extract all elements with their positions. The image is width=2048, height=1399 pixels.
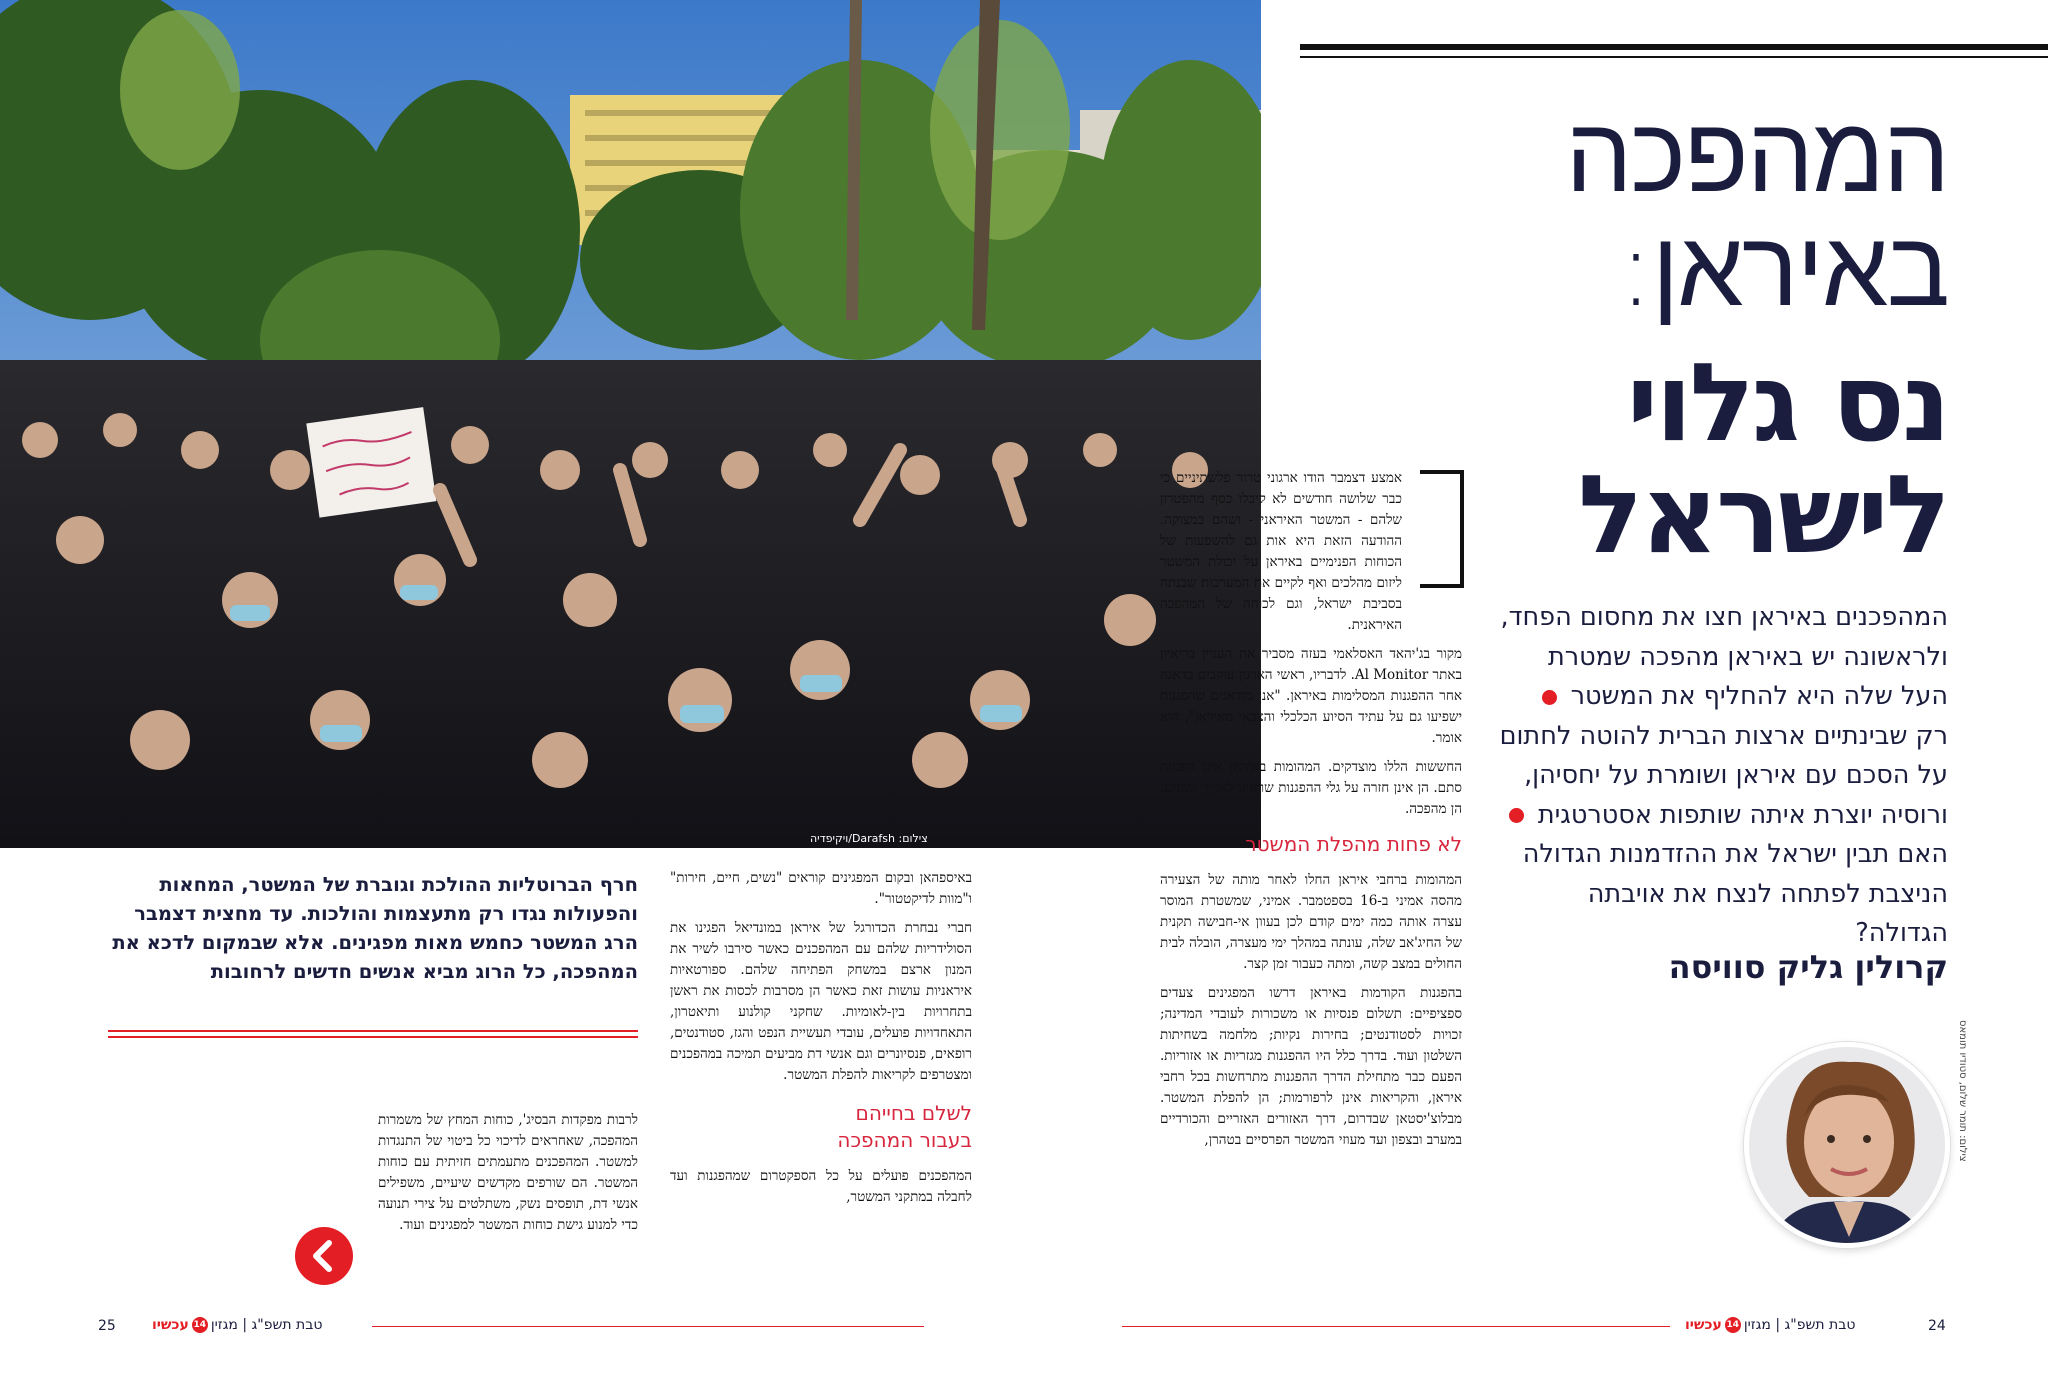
lede-part-3: האם תבין ישראל את ההזדמנות הגדולה הניצבת לפתחה לנצח את אויבתה הגדולה? xyxy=(1522,839,1948,948)
headline-line-4: לישראל xyxy=(1577,453,1948,578)
headline-bold xyxy=(1577,341,1948,578)
page-number-left: 25 xyxy=(98,1318,116,1334)
footer-rule xyxy=(1122,1326,1670,1327)
article-column-left xyxy=(378,1110,638,1236)
footer-magazine: מגזין xyxy=(210,1317,238,1333)
lede-part-1: המהפכנים באיראן חצו את מחסום הפחד, ולראשונה יש באיראן מהפכה שמטרת העל שלה היא להחליף את המשטר xyxy=(1500,602,1948,711)
bullet-dot-icon xyxy=(1509,808,1524,823)
paragraph: המהפכנים פועלים על כל הספקטרום שמהפגנות ועד לחבלה במתקני המשטר, xyxy=(670,1168,972,1205)
footer-rule xyxy=(372,1326,924,1327)
photo-credit: צילום: Darafsh/ויקיפדיה xyxy=(810,832,928,845)
paragraph: המהומות ברחבי איראן החלו לאחר מותה של הצעירה מהסה אמיני ב-16 בספטמבר. אמיני, שמשטרת המוסר עצרה אותה כמה ימים קודם לכן בעוון אי-חבישה תקנית של החיג'אב שלה, עונתה במהלך ימי מעצרה, הובלה לבית החולים במצב קשה, ומתה כעבור זמן קצר. xyxy=(1160,872,1463,972)
author-portrait xyxy=(1744,1042,1950,1248)
lede-part-2: רק שבינתיים ארצות הברית להוטה לחתום על הסכם עם איראן ושומרת על יחסיהן, ורוסיה יוצרת איתה שותפות אסטרטגית xyxy=(1499,720,1948,830)
continue-arrow-button[interactable] xyxy=(295,1227,353,1285)
footer-date: טבת תשפ"ג xyxy=(251,1317,323,1333)
paragraph: חברי נבחרת הכדורגל של איראן במונדיאל הפגינו את הסולידריות שלהם עם המהפכנים כאשר סירבו לשיר את המנון ארצם במשחק הפתיחה שלהם. ספורטאיות איראניות עושות זאת כאשר הן מסרבות לכסות את ראשן בתחרויות בין-לאומיות. שחקני קולנוע ותיאטרון, התאחדויות פועלים, עובדי תעשיית הנפט והגז, סטודנטים, רופאים, פנסיונרים וגם אנשי דת מביעים תמיכה במהפכנים ומצטרפים לקריאות להפלת המשטר. xyxy=(670,920,972,1083)
brand-chip: 14 xyxy=(192,1317,208,1333)
paragraph: מקור בג'יהאד האסלאמי בעזה מסביר את העניין בריאיון באתר Al Monitor. לדבריו, ראשי הארגון עוקבים בדאגה אחר ההפגנות המסלימות באיראן. "אנו מודאגים שהפגנות ישפיעו גם על עתיד הסיוע הכלכלי והצבאי מאיראן", הוא אומר. xyxy=(1160,646,1462,746)
portrait-credit: צילום: תומר שלום, סטודיו תומאס xyxy=(1957,1020,1968,1162)
paragraph: אמצע דצמבר הודו ארגוני טרור פלשתיניים כי כבר שלושה חודשים לא קיבלו כסף מהפטרון שלהם - המשטר האיראני - ושהם במצוקה. ההודעה הזאת היא אות גם להשפעות של הכוחות הפנימיים באיראן על יכולת המשטר ליזום מהלכים ואף לקיים את המערכות שבנתה בסביבת ישראל, וגם לכוחה של המהפכה האיראנית. xyxy=(1160,470,1402,633)
footer-right: טבת תשפ"ג | מגזין14עכשיו xyxy=(1685,1317,1856,1333)
article-column-center xyxy=(1160,468,1462,1159)
subheading xyxy=(670,1100,972,1154)
lede xyxy=(1498,598,1948,954)
subheading-line-2: בעבור המהפכה xyxy=(837,1128,972,1152)
headline-line-2: באיראן: xyxy=(1618,207,1948,330)
paragraph: באיספהאן ובקום המפגינים קוראים "נשים, חיים, חירות" ו"מוות לדיקטטור". xyxy=(670,870,972,907)
paragraph: לרבות מפקדות הבסיג', כוחות המחץ של משמרות המהפכה, שאחראים לדיכוי כל ביטוי של התנגדות למשטר. המהפכנים מתעמתים חזיתית עם כוחות המשטר. הם שורפים מקדשים שיעיים, משפילים אנשי דת, תופסים נשק, משתלטים על צירי תנועה כדי למנוע גישת כוחות המשטר למפגינים ועוד. xyxy=(378,1112,638,1233)
pull-quote-rule xyxy=(108,1030,638,1032)
headline-line-3: נס גלוי xyxy=(1626,341,1948,466)
subheading: לא פחות מהפלת המשטר xyxy=(1245,832,1462,856)
top-rule xyxy=(1300,44,2048,50)
pull-quote: חרף הברוטליות ההולכת וגוברת של המשטר, המחאות והפעולות נגדו רק מתעצמות והולכות. עד מחצית דצמבר הרג המשטר כחמש מאות מפגינים. אלא שבמקום לדכא את המהפכה, כל הרוג מביא אנשים חדשים לרחובות xyxy=(112,873,638,983)
headline-light xyxy=(1565,93,1948,330)
article-column-left-middle xyxy=(670,868,972,1216)
headline-line-1: המהפכה xyxy=(1565,93,1948,216)
paragraph: בהפגנות הקודמות באיראן דרשו המפגינים צעדים ספציפיים: תשלום פנסיות או משכורות לעובדי המדינה; זכויות לסטודנטים; בחירות נקיות; מלחמה בשחיתות השלטון ועוד. בדרך כלל היו ההפגנות מגזריות או אזוריות. הפעם כבר מתחילת הדרך ההפגנות מתרחשות בכל רחבי איראן, והקריאות אינן לרפורמות; הן להפלת המשטר. מבלוצ'יסטאן שבדרום, דרך האזורים האזריים והכורדיים במערב ובצפון ועד מעוזי המשטר הפרסיים בטהרן, xyxy=(1160,985,1462,1148)
footer-magazine: מגזין xyxy=(1743,1317,1771,1333)
pull-quote-rule xyxy=(108,1036,638,1038)
bullet-dot-icon xyxy=(1542,690,1557,705)
subheading-line-1: לשלם בחייהם xyxy=(855,1101,972,1125)
byline: קרולין גליק סוויסה xyxy=(1668,948,1948,986)
brand-chip: 14 xyxy=(1725,1317,1741,1333)
top-rule-thin xyxy=(1300,56,2048,58)
protest-photo xyxy=(0,0,1261,848)
footer-date: טבת תשפ"ג xyxy=(1784,1317,1856,1333)
paragraph: החששות הללו מוצדקים. המהומות באיראן אינן הפגנות סתם. הן אינן חזרה על גלי ההפגנות שראינו לאורך השנים. הן מהפכה. xyxy=(1160,759,1462,817)
page-number-right: 24 xyxy=(1928,1318,1946,1334)
footer-brand: עכשיו xyxy=(152,1317,189,1333)
footer-left: טבת תשפ"ג | מגזין14עכשיו xyxy=(152,1317,323,1333)
footer-brand: עכשיו xyxy=(1685,1317,1722,1333)
chevron-left-icon xyxy=(295,1227,353,1285)
